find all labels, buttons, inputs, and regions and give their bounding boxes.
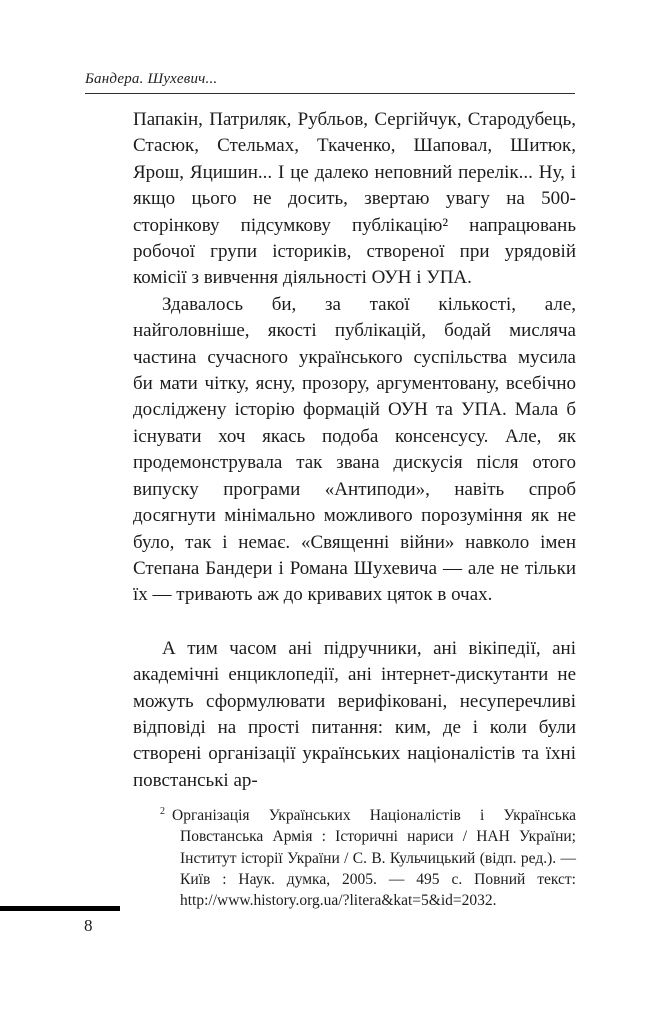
footnote [133,805,576,911]
header-rule [85,93,575,94]
page-body [133,107,576,911]
footnote-marker: 2 [160,806,165,817]
paragraph-3: А тим часом ані підручники, ані вікіпедії, ані академічні енциклопедії, ані інтернет-дискутанти не можуть сформулювати верифіковані, несуперечливі відповіді на прості питання: ким, де і коли були створені організації українських націоналістів та їхні повстанські ар- [133,637,576,791]
running-header [85,70,575,94]
footer-bar [0,906,120,911]
paragraph-2: Здавалось би, за такої кількості, але, найголовніше, якості публікацій, бодай мисляча частина сучасного українського суспільства мусила би мати чітку, ясну, прозору, аргументовану, всебічно досліджену історію формацій ОУН та УПА. Мала б існувати хоч якась подоба консенсусу. Але, як продемонструвала так звана дискусія після отого випуску програми «Антиподи», навіть спроб досягнути мінімально можливого порозуміння як не було, так і немає. «Священні війни» навколо імен Степана Бандери і Романа Шухевича — але не тільки їх — тривають аж до кривавих цяток в очах. [133,293,576,606]
paragraph-1: Папакін, Патриляк, Рубльов, Сергійчук, Стародубець, Стасюк, Стельмах, Ткаченко, Шаповал, Шитюк, Ярош, Яцишин... І це далеко неповний перелік... Ну, і якщо цього не досить, звертаю увагу на 500-сторінкову підсумкову публікацію² напрацювань робочої групи істориків, створеної при урядовій комісії з вивчення діяльності ОУН і УПА. [133,109,576,289]
footnote-text: Організація Українських Націоналістів і Українська Повстанська Армія : Історичні нариси / НАН України; Інститут історії України / С. В. Кульчицький (відп. ред.). — Київ : Наук. думка, 2005. — 495 с. Повний текст: http://www.history.org.ua/?litera&kat=5&id=2032. [172,807,576,909]
page-number: 8 [84,916,93,935]
running-header-title: Бандера. Шухевич... [85,71,218,87]
